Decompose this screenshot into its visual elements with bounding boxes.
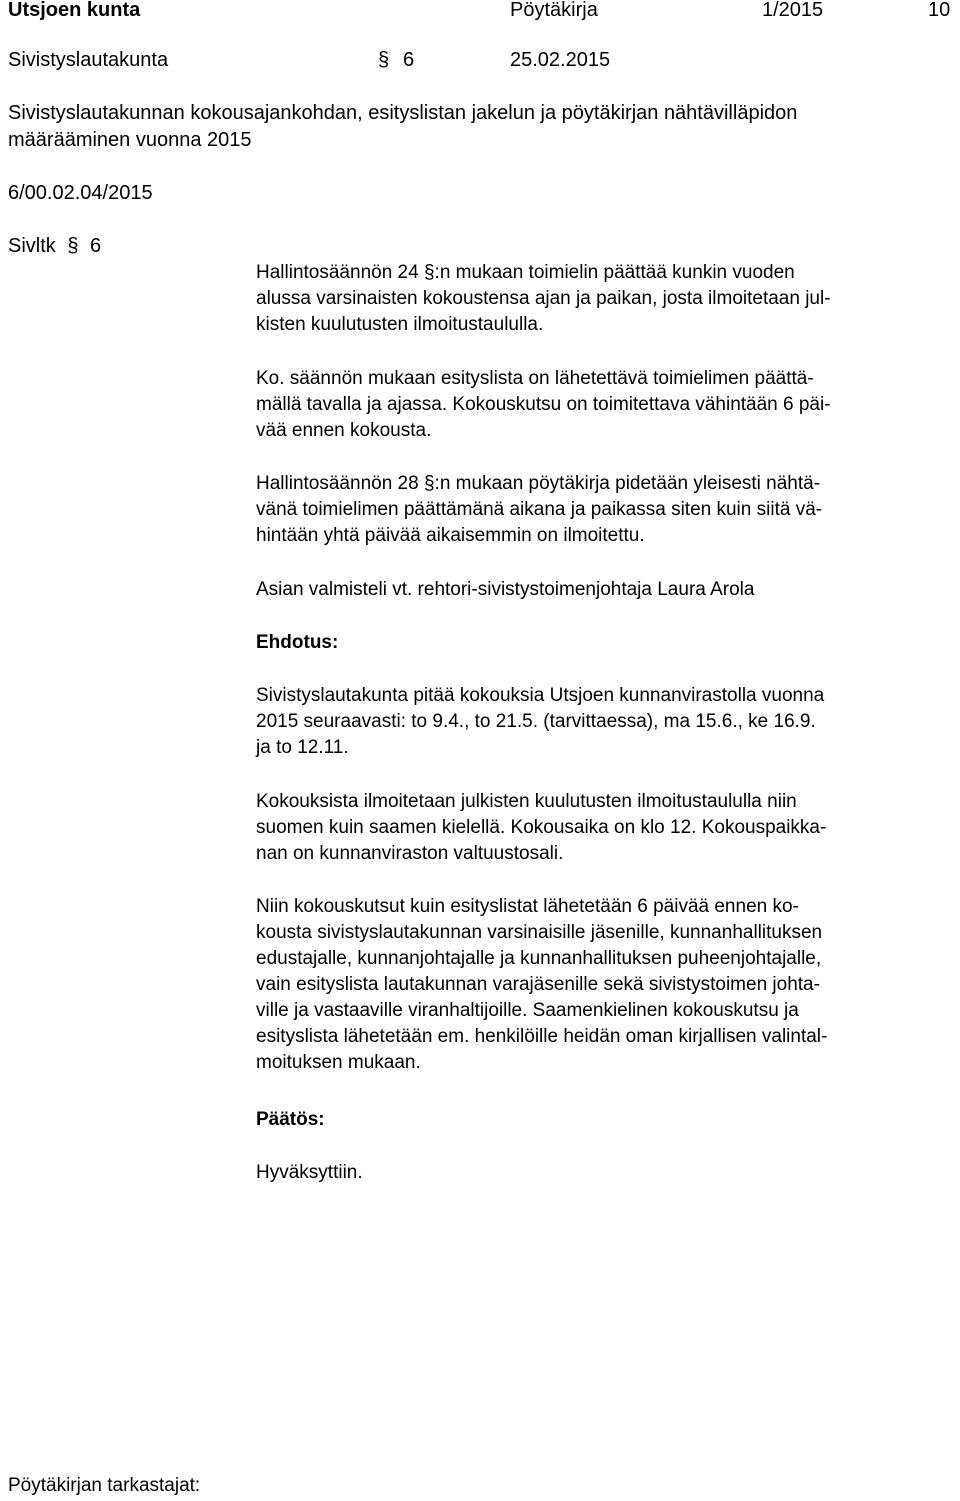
para-7-line: edustajalle, kunnanjohtajalle ja kunnanhallituksen puheenjohtajalle, (256, 948, 822, 969)
para-3-text: :n mukaan pöytäkirja pidetään yleisesti nähtä- (434, 473, 821, 494)
proposal-heading-text: Ehdotus: (256, 632, 339, 653)
para-1-line: alussa varsinaisten kokoustensa ajan ja paikan, josta ilmoitetaan jul- (256, 288, 831, 309)
para-7-line: Niin kokouskutsut kuin esityslistat lähetetään 6 päivää ennen ko- (256, 896, 799, 917)
para-7-line: moituksen mukaan. (256, 1052, 421, 1073)
para-2-line: Ko. säännön mukaan esityslista on lähetettävä toimielimen päättä- (256, 368, 814, 389)
para-7-line: vain esityslista lautakunnan varajäsenille sekä sivistystoimen johta- (256, 974, 820, 995)
para-6-line: suomen kuin saamen kielellä. Kokousaika on klo 12. Kokouspaikka- (256, 817, 827, 838)
section-sign-icon: § (378, 49, 390, 71)
board-name: Sivistyslautakunta (8, 49, 169, 71)
para-5 (256, 683, 956, 761)
para-5-line: 2015 seuraavasti: to 9.4., to 21.5. (tarvittaessa), ma 15.6., ke 16.9. (256, 711, 816, 732)
para-1-line: kisten kuulutusten ilmoitustaululla. (256, 314, 544, 335)
para-7-line: esityslista lähetetään em. henkilöille heidän oman kirjallisen valintal- (256, 1026, 828, 1047)
para-8 (256, 1160, 956, 1186)
section-label (8, 234, 101, 258)
reference-number: 6/00.02.04/2015 (8, 182, 153, 204)
doc-type: Pöytäkirja (510, 0, 598, 21)
section-label-number: 6 (90, 235, 102, 257)
para-2-line: mällä tavalla ja ajassa. Kokouskutsu on toimitettava vähintään 6 päi- (256, 394, 831, 415)
doc-number: 1/2015 (762, 0, 824, 21)
section-number: 6 (403, 49, 415, 71)
para-2 (256, 366, 956, 444)
para-5-line: Sivistyslautakunta pitää kokouksia Utsjoen kunnanvirastolla vuonna (256, 685, 825, 706)
para-6 (256, 789, 956, 867)
decision-heading (256, 1107, 956, 1133)
para-3 (256, 471, 956, 549)
para-1-text: Hallintosäännön 24 (256, 262, 424, 283)
title-line-2: määrääminen vuonna 2015 (8, 129, 252, 151)
para-7 (256, 894, 956, 1076)
section-sign-icon: § (67, 235, 79, 257)
para-1 (256, 260, 956, 338)
para-6-line: Kokouksista ilmoitetaan julkisten kuulutusten ilmoitustaululla niin (256, 791, 797, 812)
para-3-line: hintään yhtä päivää aikaisemmin on ilmoitettu. (256, 525, 645, 546)
section-sign-icon: § (423, 473, 435, 494)
para-5-line: ja to 12.11. (256, 737, 349, 758)
decision-heading-text: Päätös: (256, 1109, 325, 1130)
page-number: 10 (928, 0, 951, 21)
para-6-line: nan on kunnanviraston valtuustosali. (256, 843, 564, 864)
para-4 (256, 577, 956, 603)
para-3-text: Hallintosäännön 28 (256, 473, 424, 494)
title-line-1: Sivistyslautakunnan kokousajankohdan, esityslistan jakelun ja pöytäkirjan nähtävilläpidon (8, 102, 798, 124)
section-sign-icon: § (423, 262, 435, 283)
section-prefix: Sivltk (8, 235, 56, 257)
decision-text: Hyväksyttiin. (256, 1162, 363, 1183)
footer-label: Pöytäkirjan tarkastajat: (8, 1475, 201, 1496)
para-3-line: vänä toimielimen päättämänä aikana ja paikassa siten kuin siitä vä- (256, 499, 823, 520)
para-7-line: ville ja vastaaville viranhaltijoille. Saamenkielinen kokouskutsu ja (256, 1000, 799, 1021)
para-7-line: kousta sivistyslautakunnan varsinaisille jäsenille, kunnanhallituksen (256, 922, 823, 943)
meeting-date: 25.02.2015 (510, 49, 611, 71)
para-2-line: vää ennen kokousta. (256, 420, 432, 441)
prepared-by: Asian valmisteli vt. rehtori-sivistystoimenjohtaja Laura Arola (256, 579, 755, 600)
para-1-text: :n mukaan toimielin päättää kunkin vuoden (434, 262, 795, 283)
org-name: Utsjoen kunta (8, 0, 141, 21)
proposal-heading (256, 630, 956, 656)
